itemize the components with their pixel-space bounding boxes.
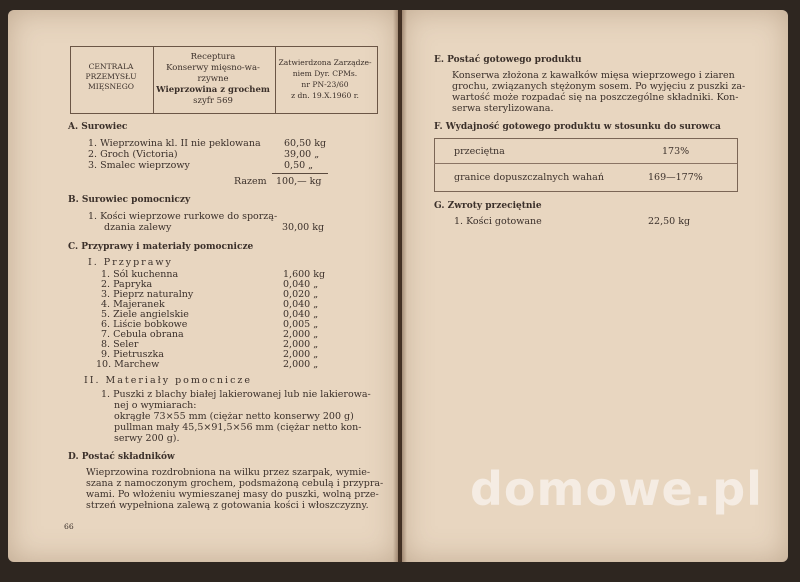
yield-row-value: 173% [662, 146, 690, 157]
materials-line: 1. Puszki z blachy białej lakierowanej lub nie lakierowa- [101, 389, 371, 400]
spice-value: 2,000 „ [283, 359, 319, 370]
spice-value: 0,040 „ [283, 299, 319, 310]
spice-label: 4. Majeranek [101, 299, 165, 310]
spice-value: 1,600 kg [283, 269, 326, 280]
section-a-title: A. Surowiec [68, 122, 128, 132]
header-recipe-line: Receptura [190, 52, 236, 62]
spice-value: 2,000 „ [283, 329, 319, 340]
spice-label: 2. Papryka [101, 279, 153, 290]
header-recipe-title: Wieprzowina z grochem [156, 85, 270, 95]
spice-label: 8. Seler [101, 339, 139, 350]
spice-value: 0,005 „ [283, 319, 319, 330]
page-number: 66 [64, 522, 74, 531]
section-f-title: F. Wydajność gotowego produktu w stosunku do surowca [434, 122, 721, 132]
spice-value: 0,040 „ [283, 309, 319, 320]
header-recipe-line: rzywne [197, 74, 229, 84]
section-d-line: szana z namoczonym grochem, podsmażoną cebulą i przypra- [86, 478, 384, 489]
watermark: domowe.pl [470, 462, 763, 516]
spice-value: 2,000 „ [283, 339, 319, 350]
returns-label: 1. Kości gotowane [454, 216, 542, 227]
section-e-line: serwa sterylizowana. [452, 103, 554, 114]
section-e-line: grochu, związanych stężonym sosem. Po wyjęciu z puszki za- [452, 81, 746, 92]
spice-label: 9. Pietruszka [101, 349, 164, 360]
header-org-line: PRZEMYSŁU [85, 72, 137, 81]
spice-value: 2,000 „ [283, 349, 319, 360]
spice-value: 0,040 „ [283, 279, 319, 290]
header-recipe-line: Konserwy mięsno-wa- [166, 63, 260, 73]
spice-label: 5. Ziele angielskie [101, 309, 189, 320]
spice-label: 1. Sól kuchenna [101, 269, 179, 280]
section-c-title: C. Przyprawy i materiały pomocnicze [68, 242, 254, 252]
section-d-line: wami. Po włożeniu wymieszanej masy do puszki, wolną prze- [86, 489, 379, 500]
section-d-title: D. Postać składników [68, 452, 175, 462]
total-label: Razem [234, 176, 267, 187]
spice-label: 10. Marchew [96, 359, 160, 370]
materials-subtitle: II. Materiały pomocnicze [84, 375, 253, 386]
ingredient-label: 2. Groch (Victoria) [88, 149, 178, 160]
total-value: 100,— kg [276, 176, 322, 187]
section-d-line: Wieprzowina rozdrobniona na wilku przez szarpak, wymie- [86, 467, 371, 478]
yield-table-divider [434, 163, 737, 164]
ingredient-label: 1. Wieprzowina kl. II nie peklowana [88, 138, 261, 149]
materials-line: serwy 200 g). [114, 433, 180, 444]
spices-subtitle: I. Przyprawy [88, 257, 173, 268]
header-approval-line: nr PN-23/60 [301, 80, 349, 89]
sum-rule [272, 173, 328, 174]
spice-label: 7. Cebula obrana [101, 329, 184, 340]
section-g-title: G. Zwroty przeciętnie [434, 201, 542, 211]
materials-line: okrągłe 73×55 mm (ciężar netto konserwy 200 g) [114, 411, 354, 422]
yield-row-label: przeciętna [454, 146, 505, 157]
spice-value: 0,020 „ [283, 289, 319, 300]
ingredient-value: 60,50 kg [284, 138, 327, 149]
section-b-line: 1. Kości wieprzowe rurkowe do sporzą- [88, 211, 278, 222]
ingredient-label: 3. Smalec wieprzowy [88, 160, 190, 171]
spice-label: 6. Liście bobkowe [101, 319, 188, 330]
header-org-line: MIĘSNEGO [87, 82, 134, 91]
header-approval-line: z dn. 19.X.1960 r. [291, 91, 359, 100]
materials-line: nej o wymiarach: [114, 400, 197, 411]
header-approval-line: Zatwierdzona Zarządze- [278, 58, 372, 67]
header-org-line: CENTRALA [88, 62, 134, 71]
header-approval-line: niem Dyr. CPMs. [292, 69, 358, 78]
yield-row-value: 169—177% [648, 172, 703, 183]
section-b-line: dzania zalewy [104, 222, 172, 233]
ingredient-value: 0,50 „ [284, 160, 314, 171]
materials-line: pullman mały 45,5×91,5×56 mm (ciężar netto kon- [114, 422, 362, 433]
section-e-line: Konserwa złożona z kawałków mięsa wieprzowego i ziaren [452, 70, 735, 81]
spice-label: 3. Pieprz naturalny [101, 289, 194, 300]
section-e-title: E. Postać gotowego produktu [434, 55, 582, 65]
returns-value: 22,50 kg [648, 216, 691, 227]
ingredient-value: 39,00 „ [284, 149, 320, 160]
book-gutter [393, 10, 407, 562]
section-b-value: 30,00 kg [282, 222, 325, 233]
yield-row-label: granice dopuszczalnych wahań [454, 172, 604, 183]
section-e-line: wartość może rozpadać się na poszczególne składniki. Kon- [452, 92, 739, 103]
section-b-title: B. Surowiec pomocniczy [68, 195, 191, 205]
header-recipe-code: szyfr 569 [193, 96, 233, 106]
section-d-line: strzeń wypełniona zalewą z gotowania kości i włoszczyzny. [86, 500, 369, 511]
